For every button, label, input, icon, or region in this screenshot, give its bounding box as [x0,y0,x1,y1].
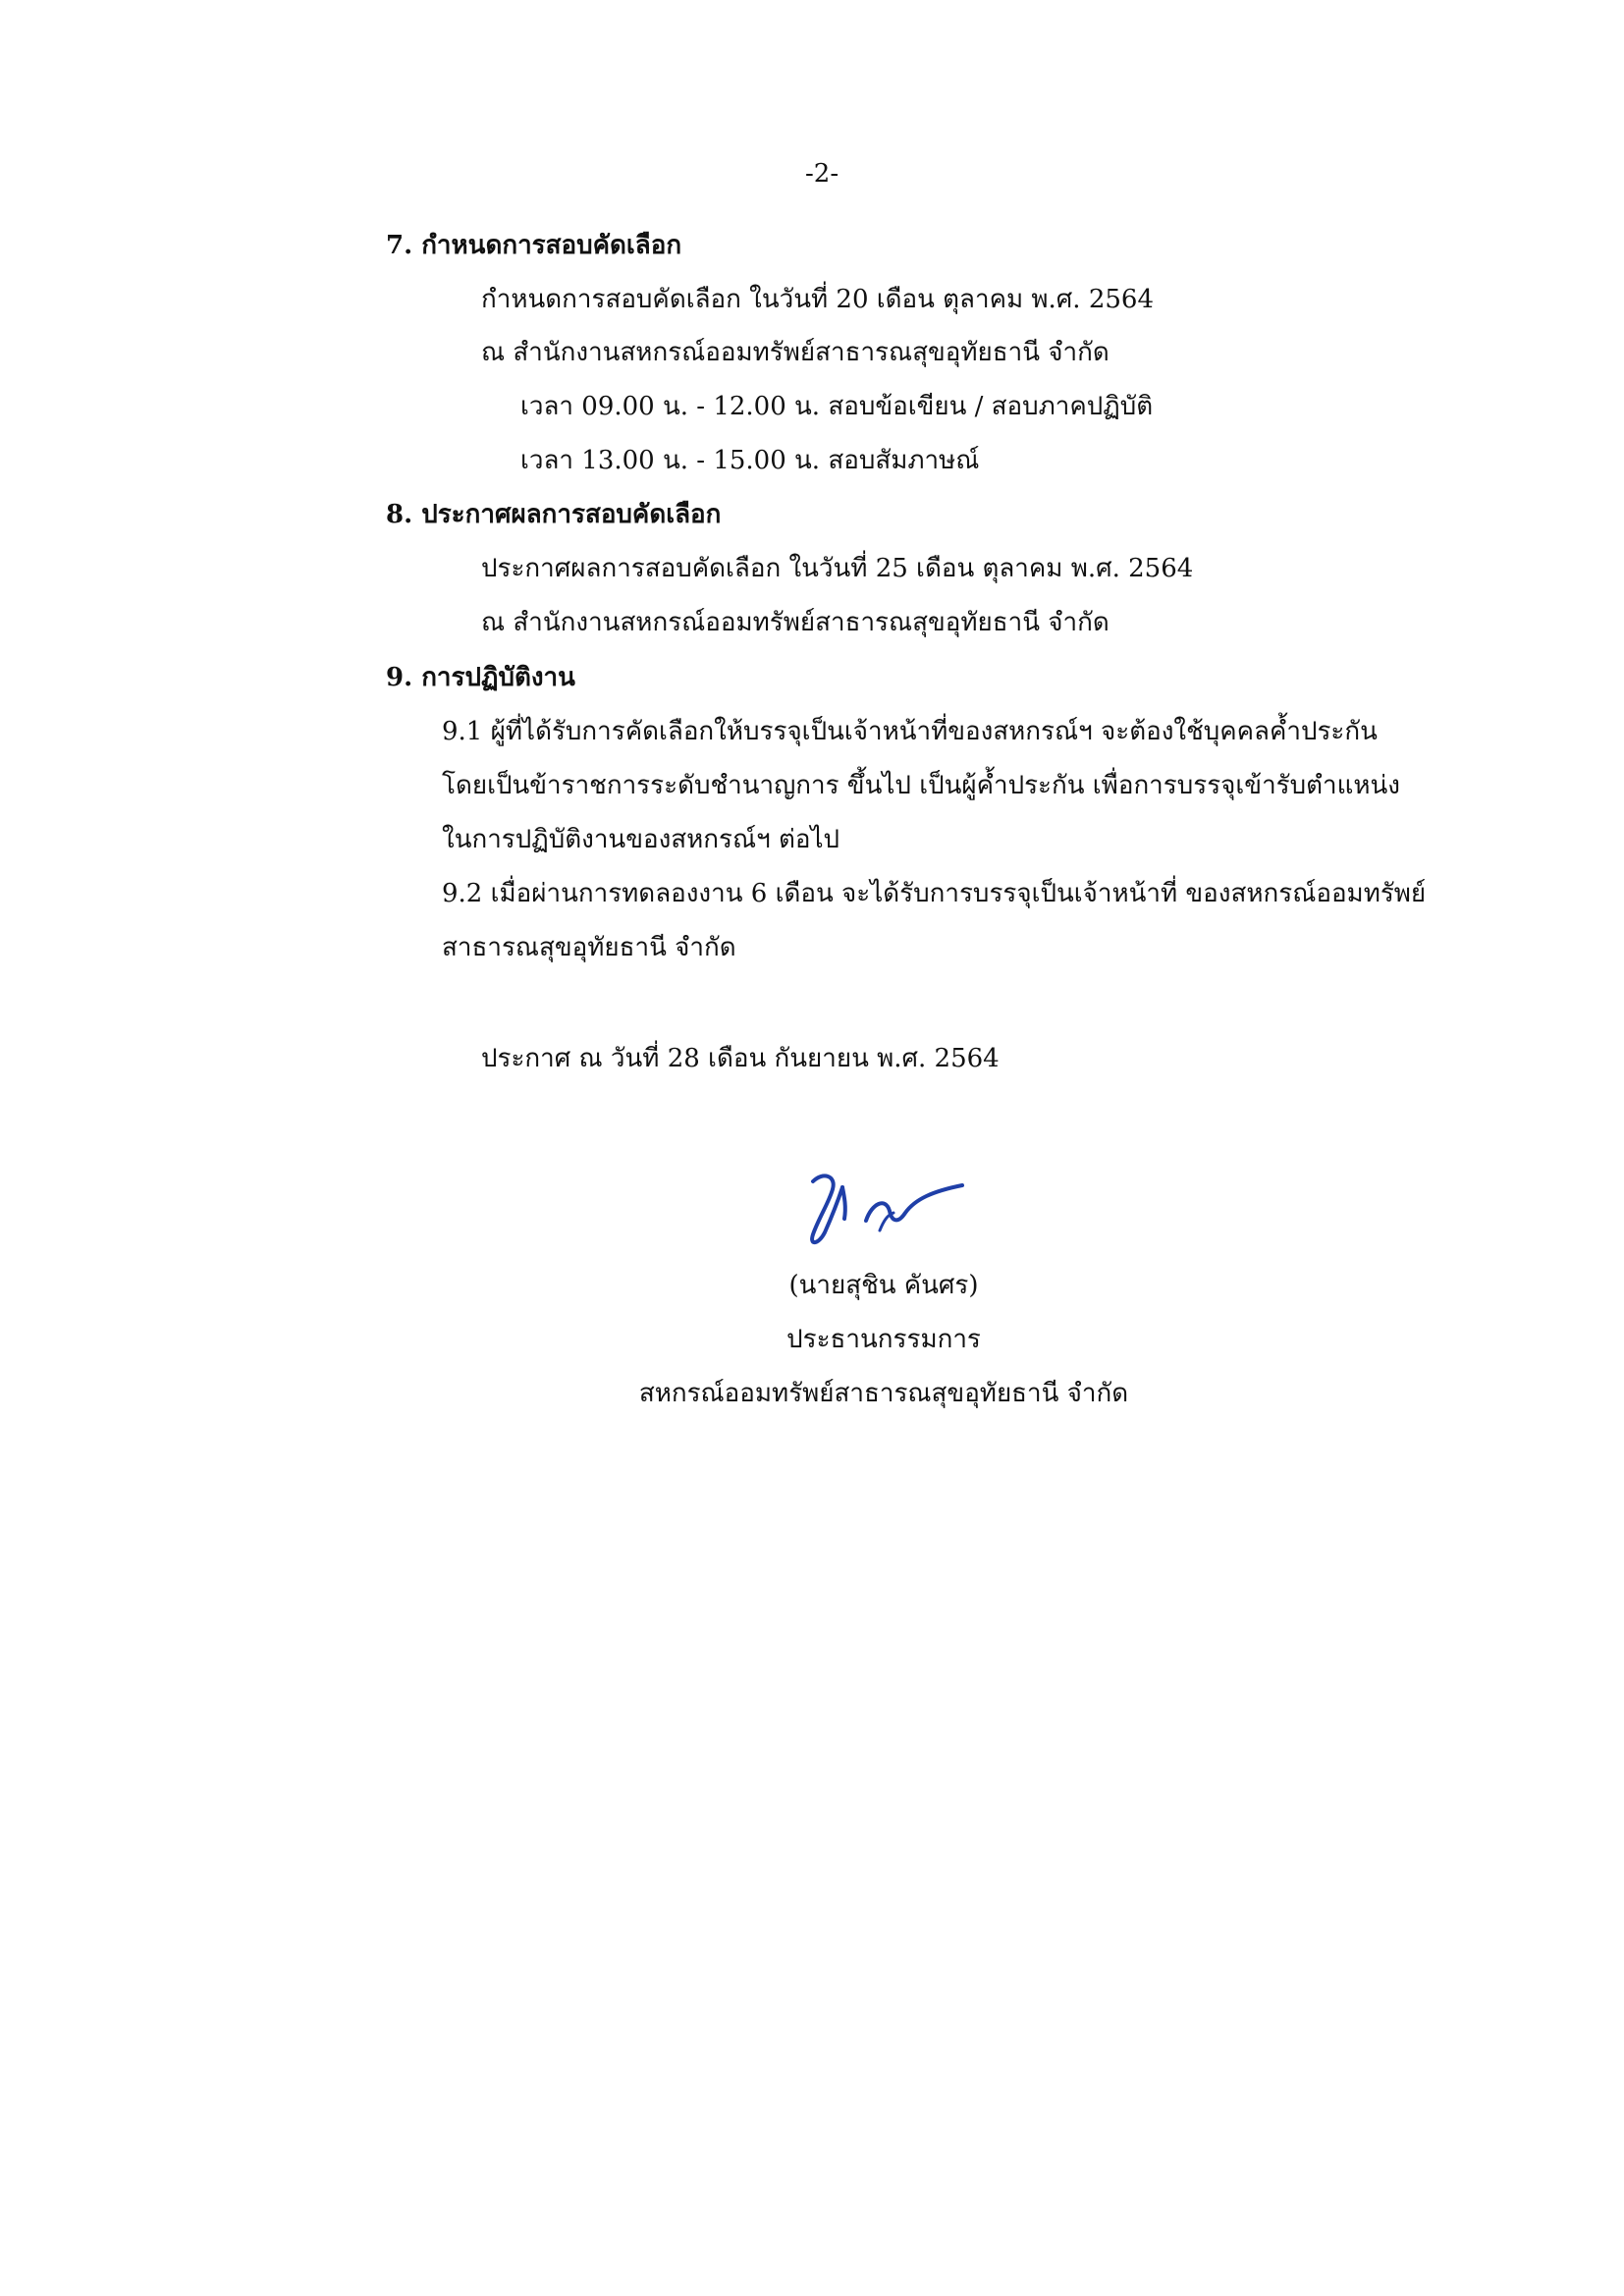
section-7-heading: 7. กำหนดการสอบคัดเลือก [386,231,682,260]
section-9-item-2-line-1: 9.2 เมื่อผ่านการทดลองงาน 6 เดือน จะได้รับการบรรจุเป็นเจ้าหน้าที่ ของสหกรณ์ออมทรัพย์ [442,879,1427,908]
signature-image [785,1164,972,1257]
page-number: -2- [805,159,839,189]
section-9-item-2-line-2: สาธารณสุขอุทัยธานี จำกัด [442,933,736,962]
signatory-name: (นายสุชิน คันศร) [788,1271,979,1300]
section-9-item-1-line-1: 9.1 ผู้ที่ได้รับการคัดเลือกให้บรรจุเป็นเจ้าหน้าที่ของสหกรณ์ฯ จะต้องใช้บุคคลค้ำประกัน [442,717,1378,746]
section-7-morning-session: เวลา 09.00 น. - 12.00 น. สอบข้อเขียน / สอบภาคปฏิบัติ [520,392,1154,421]
section-9-item-1-line-3: ในการปฏิบัติงานของสหกรณ์ฯ ต่อไป [442,825,840,854]
signatory-organization: สหกรณ์ออมทรัพย์สาธารณสุขอุทัยธานี จำกัด [638,1379,1129,1408]
section-7-exam-location: ณ สำนักงานสหกรณ์ออมทรัพย์สาธารณสุขอุทัยธานี จำกัด [481,338,1110,367]
section-9-heading: 9. การปฏิบัติงาน [386,663,575,692]
section-8-result-location: ณ สำนักงานสหกรณ์ออมทรัพย์สาธารณสุขอุทัยธานี จำกัด [481,608,1110,637]
section-8-heading: 8. ประกาศผลการสอบคัดเลือก [386,500,722,529]
section-7-afternoon-session: เวลา 13.00 น. - 15.00 น. สอบสัมภาษณ์ [520,446,980,475]
section-8-result-date: ประกาศผลการสอบคัดเลือก ในวันที่ 25 เดือน ตุลาคม พ.ศ. 2564 [481,554,1194,583]
section-9-item-1-line-2: โดยเป็นข้าราชการระดับชำนาญการ ขึ้นไป เป็นผู้ค้ำประกัน เพื่อการบรรจุเข้ารับตำแหน่ง [442,771,1400,800]
section-7-exam-date: กำหนดการสอบคัดเลือก ในวันที่ 20 เดือน ตุลาคม พ.ศ. 2564 [481,285,1154,314]
announcement-date: ประกาศ ณ วันที่ 28 เดือน กันยายน พ.ศ. 2564 [481,1044,1000,1073]
signatory-position: ประธานกรรมการ [786,1325,981,1354]
